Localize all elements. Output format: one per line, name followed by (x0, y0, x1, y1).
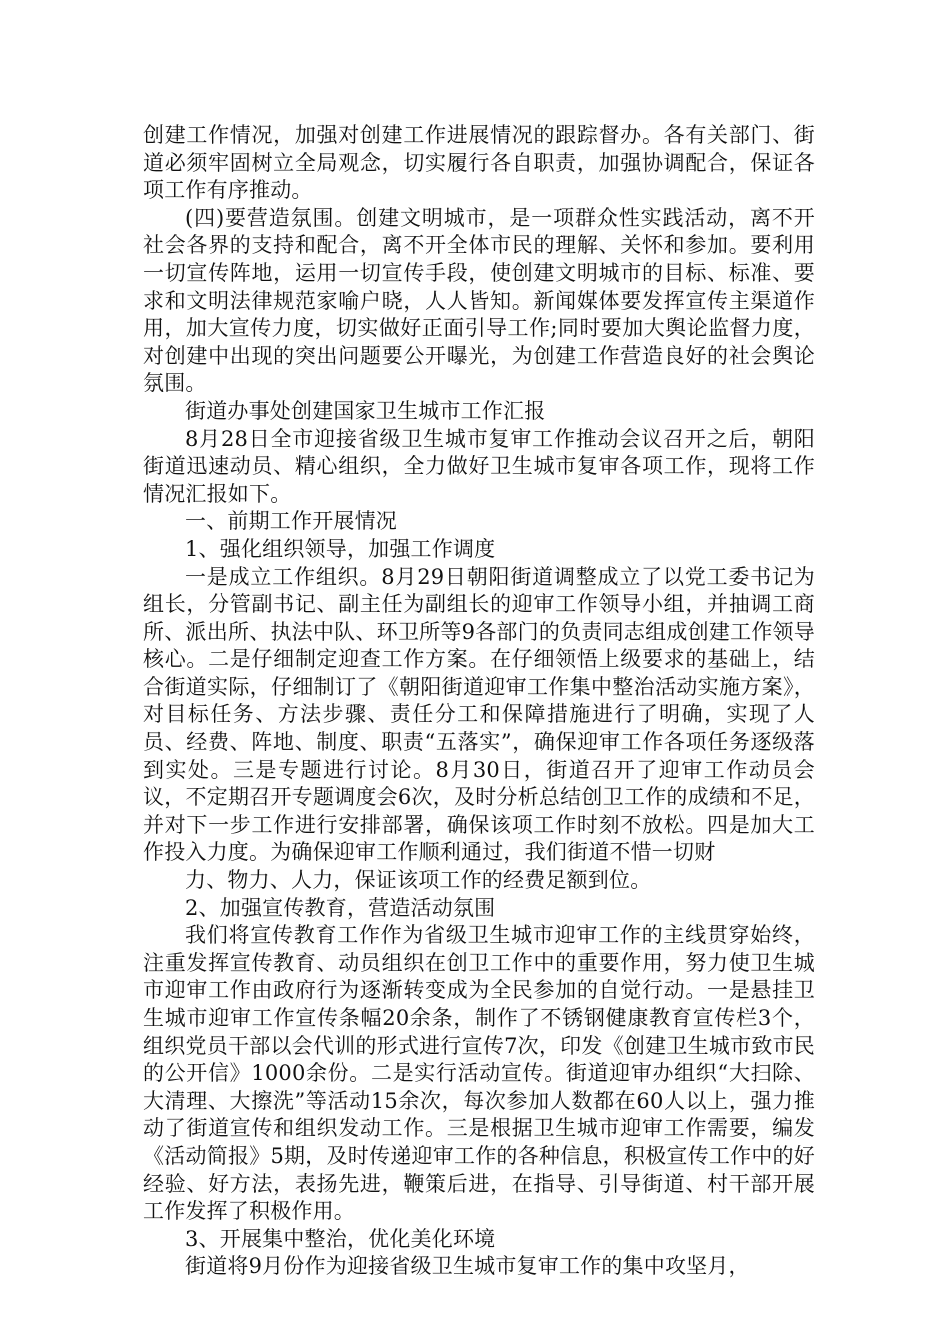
section-title: 街道办事处创建国家卫生城市工作汇报 (185, 398, 546, 423)
paragraph: 街道将9月份作为迎接省级卫生城市复审工作的集中攻坚月， (185, 1254, 750, 1279)
heading-level-2: 3、开展集中整治，优化美化环境 (185, 1226, 496, 1251)
heading-level-1: 一、前期工作开展情况 (185, 509, 397, 534)
document-body (143, 122, 815, 1281)
paragraph: 力、物力、人力，保证该项工作的经费足额到位。 (185, 868, 652, 893)
heading-level-2: 2、加强宣传教育，营造活动氛围 (185, 895, 496, 920)
heading-level-2: 1、强化组织领导，加强工作调度 (185, 536, 496, 561)
paragraph: 我们将宣传教育工作作为省级卫生城市迎审工作的主线贯穿始终，注重发挥宣传教育、动员组织在创卫工作中的重要作用，努力使卫生城市迎审工作由政府行为逐渐转变成为全民参加的自觉行动。一是悬挂卫生城市迎审工作宣传条幅20余条，制作了不锈钢健康教育宣传栏3个，组织党员干部以会代训的形式进行宣传7次，印发《创建卫生城市致市民的公开信》1000余份。二是实行活动宣传。街道迎审办组织“大扫除、大清理、大擦洗”等活动15余次，每次参加人数都在60人以上，强力推动了街道宣传和组织发动工作。三是根据卫生城市迎审工作需要，编发《活动简报》5期，及时传递迎审工作的各种信息，积极宣传工作中的好经验、好方法，表扬先进，鞭策后进，在指导、引导街道、村干部开展工作发挥了积极作用。 (143, 923, 815, 1224)
paragraph: 8月28日全市迎接省级卫生城市复审工作推动会议召开之后，朝阳街道迅速动员、精心组织，全力做好卫生城市复审各项工作，现将工作情况汇报如下。 (143, 426, 815, 506)
paragraph: 一是成立工作组织。8月29日朝阳街道调整成立了以党工委书记为组长，分管副书记、副主任为副组长的迎审工作领导小组，并抽调工商所、派出所、执法中队、环卫所等9各部门的负责同志组成创建工作领导核心。二是仔细制定迎查工作方案。在仔细领悟上级要求的基础上，结合街道实际，仔细制订了《朝阳街道迎审工作集中整治活动实施方案》，对目标任务、方法步骤、责任分工和保障措施进行了明确，实现了人员、经费、阵地、制度、职责“五落实”，确保迎审工作各项任务逐级落到实处。三是专题进行讨论。8月30日，街道召开了迎审工作动员会议，不定期召开专题调度会6次，及时分析总结创卫工作的成绩和不足，并对下一步工作进行安排部署，确保该项工作时刻不放松。四是加大工作投入力度。为确保迎审工作顺利通过，我们街道不惜一切财 (143, 564, 815, 865)
paragraph: 创建工作情况，加强对创建工作进展情况的跟踪督办。各有关部门、街道必须牢固树立全局观念，切实履行各自职责，加强协调配合，保证各项工作有序推动。 (143, 123, 815, 203)
paragraph: (四)要营造氛围。创建文明城市，是一项群众性实践活动，离不开社会各界的支持和配合，离不开全体市民的理解、关怀和参加。要利用一切宣传阵地，运用一切宣传手段，使创建文明城市的目标、标准、要求和文明法律规范家喻户晓，人人皆知。新闻媒体要发挥宣传主渠道作用，加大宣传力度，切实做好正面引导工作;同时要加大舆论监督力度，对创建中出现的突出问题要公开曝光，为创建工作营造良好的社会舆论氛围。 (143, 205, 815, 396)
